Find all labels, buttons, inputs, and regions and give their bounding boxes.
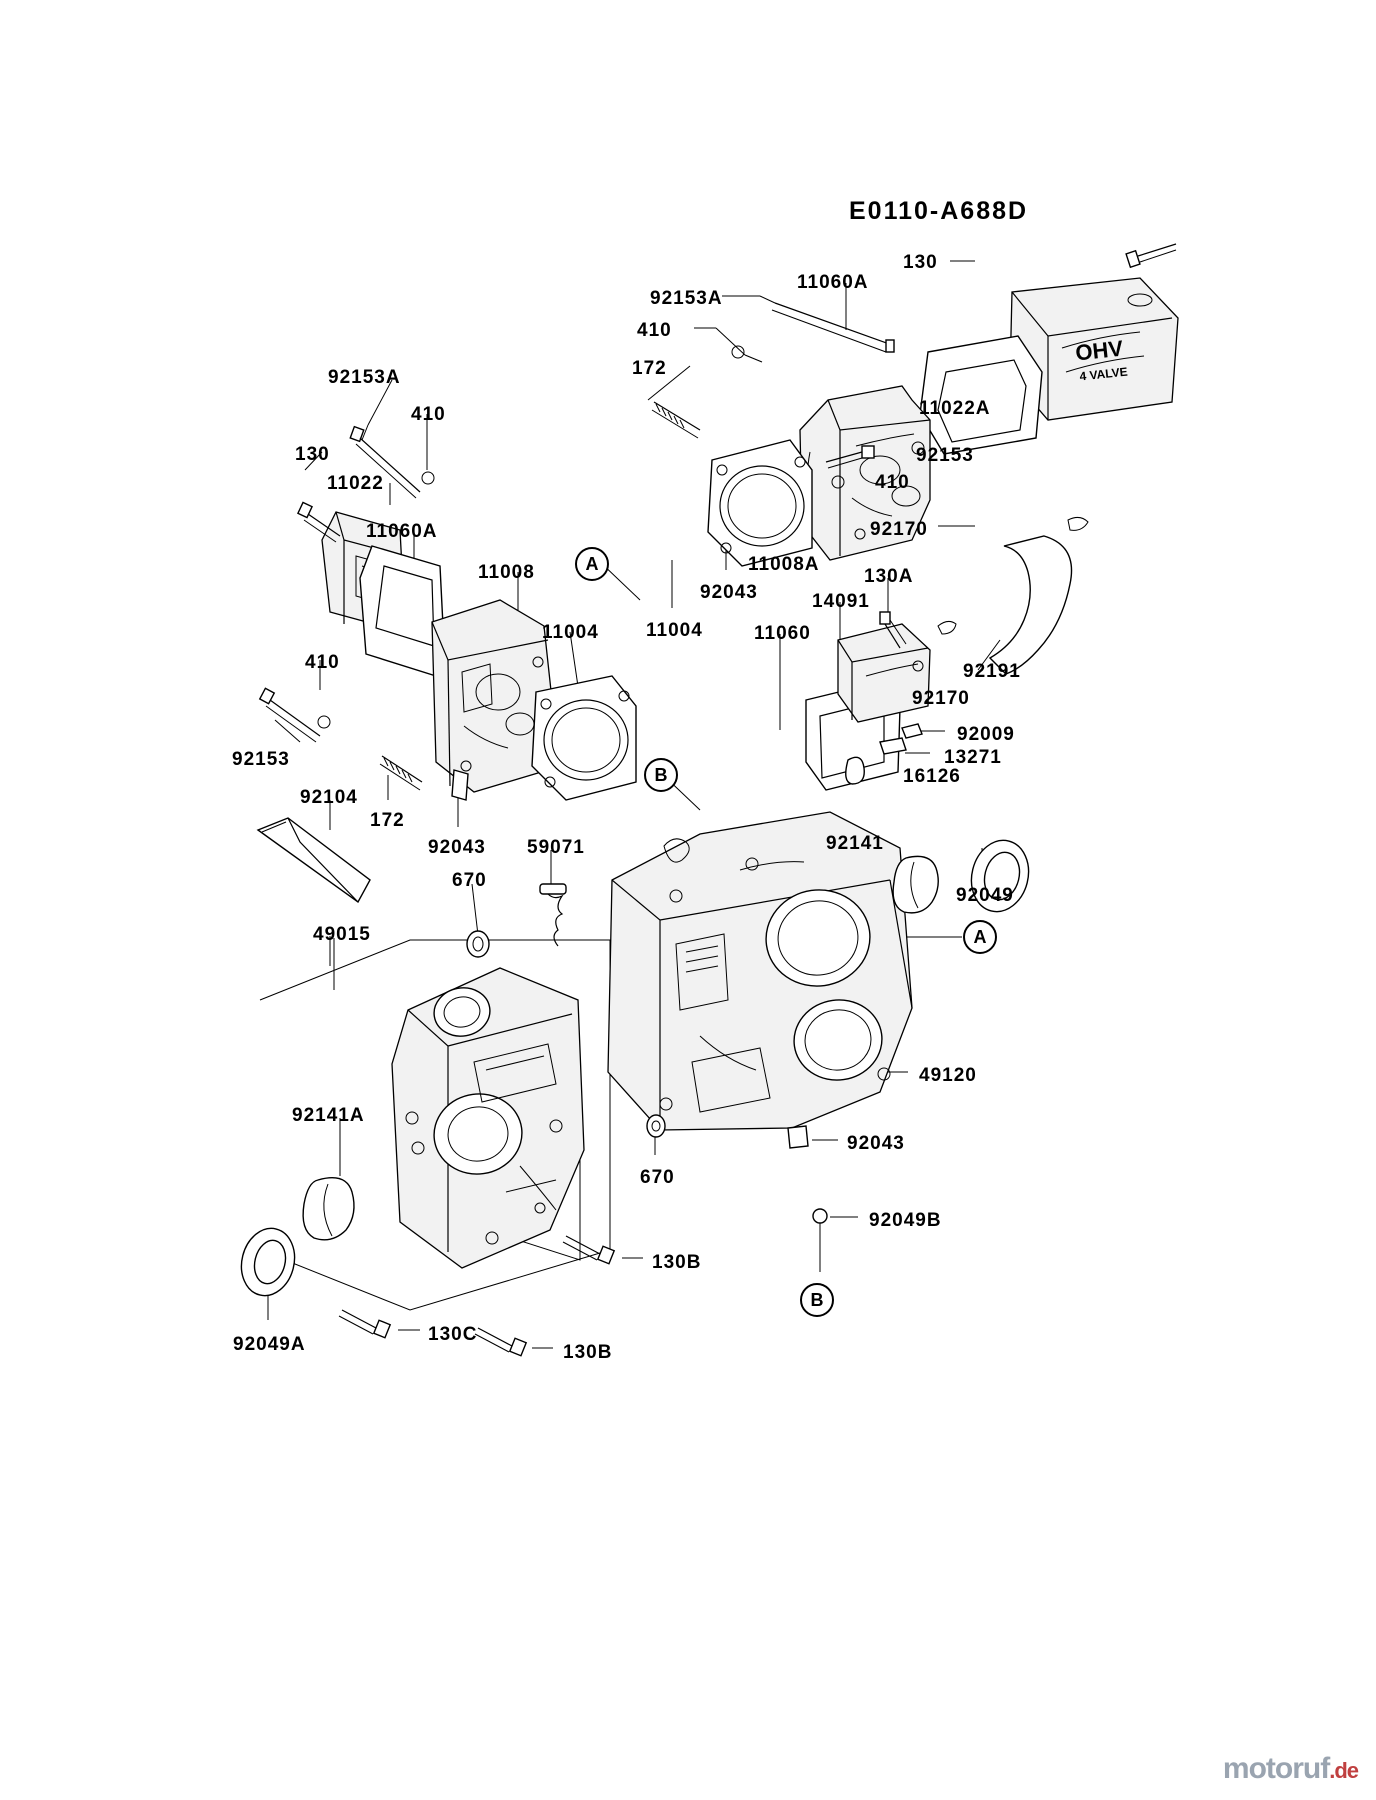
watermark <box>1223 1752 1358 1786</box>
part-label: 92153A <box>650 288 723 309</box>
part-label: 11004 <box>646 620 703 641</box>
part-label: 130B <box>652 1252 702 1273</box>
part-label: 130C <box>428 1324 478 1345</box>
part-label: 130 <box>295 444 330 465</box>
part-label: 92170 <box>870 519 928 540</box>
part-label: 92141 <box>826 833 884 854</box>
part-label: 670 <box>452 870 487 891</box>
part-label: 410 <box>411 404 446 425</box>
part-label: 11008 <box>478 562 535 583</box>
part-label: 130A <box>864 566 914 587</box>
part-label: 13271 <box>944 747 1002 768</box>
head-gasket-left <box>532 676 636 800</box>
crankcase-cover <box>392 968 584 1268</box>
svg-text:OHV: OHV <box>1074 335 1125 366</box>
part-label: 670 <box>640 1167 675 1188</box>
reference-circle-b-lower: B <box>800 1283 834 1317</box>
drawing-code: E0110-A688D <box>849 197 1029 225</box>
part-label: 11060 <box>754 623 811 644</box>
part-label: 14091 <box>812 591 870 612</box>
spring-59071 <box>540 884 566 946</box>
part-label: 92153A <box>328 367 401 388</box>
part-label: 92104 <box>300 787 358 808</box>
watermark-tld: .de <box>1329 1758 1358 1783</box>
part-label: 410 <box>305 652 340 673</box>
part-label: 59071 <box>527 837 585 858</box>
part-label: 11004 <box>542 622 599 643</box>
part-label: 92170 <box>912 688 970 709</box>
watermark-name: motoruf <box>1222 1752 1330 1785</box>
bushing-92141 <box>893 856 938 913</box>
part-label: 92043 <box>700 582 758 603</box>
gasket-11060A-left <box>360 546 444 676</box>
part-label: 92043 <box>847 1133 905 1154</box>
reference-circle-a-upper: A <box>575 547 609 581</box>
part-label: 410 <box>637 320 672 341</box>
reference-circle-a-right: A <box>963 920 997 954</box>
part-label: 172 <box>632 358 667 379</box>
part-label: 92153 <box>916 445 974 466</box>
part-label: 92049B <box>869 1210 942 1231</box>
part-label: 92049A <box>233 1334 306 1355</box>
reference-circle-b-mid: B <box>644 758 678 792</box>
part-label: 92009 <box>957 724 1015 745</box>
part-label: 49120 <box>919 1065 977 1086</box>
part-label: 11060A <box>797 272 869 293</box>
part-label: 16126 <box>903 766 961 787</box>
part-label: 92153 <box>232 749 290 770</box>
part-label: 92141A <box>292 1105 365 1126</box>
crankcase-main <box>608 812 912 1130</box>
part-label: 130B <box>563 1342 613 1363</box>
bolt-130-upper <box>1126 244 1176 267</box>
part-label: 92191 <box>963 661 1021 682</box>
bushing-92141A <box>303 1178 354 1240</box>
gasket-11060A-right <box>920 336 1042 454</box>
part-label: 410 <box>875 472 910 493</box>
part-label: 11022 <box>327 473 384 494</box>
part-label: 92049 <box>956 885 1014 906</box>
o-ring-670-lower <box>647 1115 665 1137</box>
sealant-92104 <box>258 818 370 902</box>
part-label: 11022A <box>919 398 991 419</box>
head-gasket-right <box>708 440 812 566</box>
part-label: 172 <box>370 810 405 831</box>
dowel-92043-lower <box>788 1126 808 1148</box>
part-label: 130 <box>903 252 938 273</box>
plug-92049B <box>813 1209 827 1223</box>
part-label: 92043 <box>428 837 486 858</box>
oil-seal-92049A <box>235 1223 302 1302</box>
part-label: 49015 <box>313 924 371 945</box>
svg-text:4 VALVE: 4 VALVE <box>1078 364 1129 384</box>
part-label: 11060A <box>366 521 438 542</box>
part-label: 11008A <box>748 554 820 575</box>
o-ring-670-upper <box>467 931 489 957</box>
